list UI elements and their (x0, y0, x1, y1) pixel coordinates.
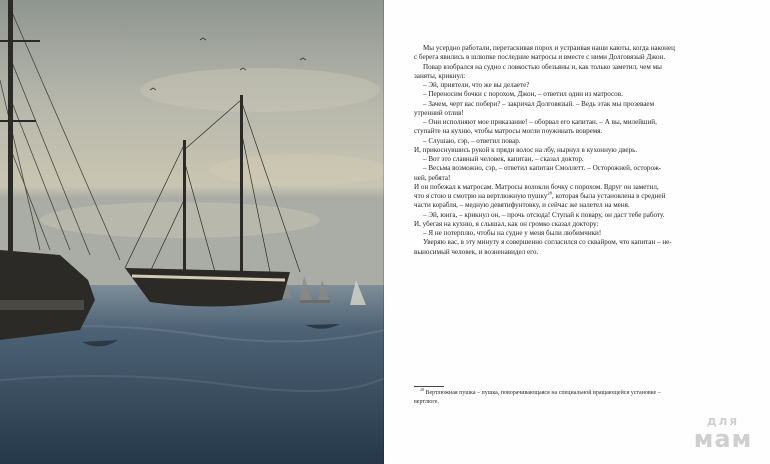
text-line (414, 192, 746, 201)
text-line: – Эй, приятели, что же вы делаете? (423, 81, 530, 89)
footnote-divider (414, 386, 444, 387)
text-line: И, прикоснувшись рукой к пряди волос на лбу, нырнул в кухонную дверь. (414, 145, 638, 154)
text-line: – Эй, юнга, – крикнул он, – прочь отсюда! Ступай к повару, он даст тебе работу. (423, 210, 665, 219)
text-line: Мы усердно работали, перетаскивая порох и устраивая наши каюты, когда наконец (423, 44, 675, 52)
watermark-bottom: мам (693, 425, 753, 453)
text-line: – Я не потерплю, чтобы на судне у меня были любимчики! (423, 229, 602, 237)
text-line: выносимый человек, и возненавидел его. (414, 247, 539, 256)
footnote-text: Вертлюжная пушка – пушка, поворачивающаяся на специальной вращающейся установке – (425, 390, 661, 396)
text-line: – Весьма возможно, сэр, – ответил капитан Смоллетт. – Осторожней, осторож- (423, 164, 662, 173)
footnote-reference[interactable]: 28 (547, 190, 552, 196)
sailing-ships-illustration-icon (0, 0, 384, 464)
text-fragment: что я стою и смотрю на вертлюжную пушку (414, 192, 548, 200)
text-line: И он побежал к матросам. Матросы волокли бочку с порохом. Вдруг он заметил, (414, 182, 659, 191)
text-line: с берега явились в шлюпке последние матросы и вместе с ними Долговязый Джон. (414, 53, 666, 62)
text-line: – Они исполняют мое приказание! – оборвал его капитан. – А вы, милейший, (423, 118, 657, 126)
text-line: ней, ребята! (414, 173, 451, 182)
text-line: Уверяю вас, в эту минуту я совершенно согласился со сквайром, что капитан – не- (423, 238, 672, 247)
footnote (414, 389, 746, 406)
text-line: – Вот это славный человек, капитан, – сказал доктор. (423, 155, 584, 163)
text-page (384, 0, 770, 464)
text-line: части корабля, – медную девятифунтовку, и сейчас же налетел на меня. (414, 201, 630, 210)
text-line: – Зачем, черт вас побери? – закричал Долговязый. – Ведь этак мы прозеваем (423, 99, 655, 108)
text-fragment: , которая была установлена в средней (551, 192, 666, 200)
watermark-logo (688, 415, 758, 451)
footnote-line (414, 389, 746, 398)
illustration-page (0, 0, 384, 464)
text-line: – Слушаю, сэр, – ответил повар. (423, 136, 521, 145)
body-text (414, 44, 746, 257)
watermark-top: для (706, 414, 740, 428)
text-line: – Переносим бочки с порохом, Джон, – ответил один из матросов. (423, 90, 623, 99)
text-line: заняты, крикнул: (414, 71, 466, 80)
text-line: Повар взобрался на судно с ловкостью обезьяны и, как только заметил, чем мы (423, 62, 662, 71)
text-line: утренний отлив! (414, 108, 464, 117)
footnote-number: 28 (420, 387, 424, 392)
text-line: И, убегая на кухню, я слышал, как он громко сказал доктору: (414, 219, 599, 228)
text-line: ступайте на кухню, чтобы матросы могли поужинать вовремя. (414, 127, 603, 136)
footnote-line: вертлюге. (414, 398, 439, 405)
